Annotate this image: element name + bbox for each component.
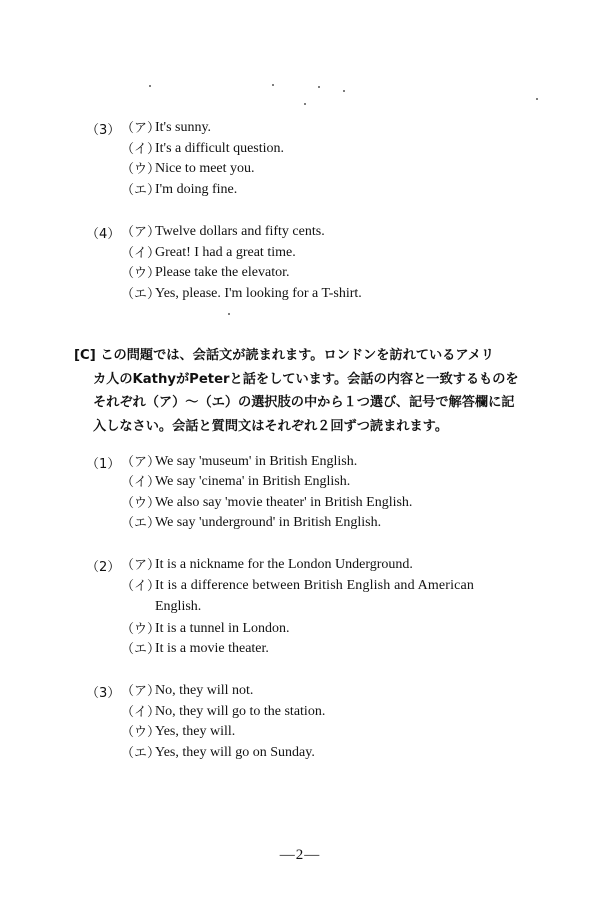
option-text: No, they will not. (155, 683, 254, 698)
option-key: （エ） (121, 642, 161, 657)
option-text: Yes, please. I'm looking for a T-shirt. (155, 286, 362, 301)
option-text: Great! I had a great time. (155, 245, 296, 260)
option-text: Yes, they will. (155, 724, 236, 739)
option-text: It is a movie theater. (155, 641, 269, 656)
option-key: （エ） (121, 287, 161, 302)
option-text: No, they will go to the station. (155, 704, 326, 719)
option-text: It's sunny. (155, 120, 212, 135)
option-text: It's a difficult question. (155, 141, 285, 156)
option-text: Twelve dollars and fifty cents. (155, 224, 325, 239)
option-text: It is a tunnel in London. (155, 621, 290, 636)
scan-speck (304, 103, 306, 105)
section-c-instructions (74, 344, 544, 438)
question-number: （3） (86, 123, 121, 138)
scan-speck (318, 86, 320, 88)
option-text: Nice to meet you. (155, 161, 255, 176)
option-text-continuation: English. (155, 599, 202, 614)
option-key: （ア） (121, 225, 161, 240)
option-key: （ア） (121, 455, 161, 470)
page-number: —2— (279, 847, 321, 863)
option-text: We say 'museum' in British English. (155, 454, 358, 469)
option-key: （イ） (121, 246, 161, 261)
option-key: （エ） (121, 183, 161, 198)
option-key: （イ） (121, 579, 161, 594)
scan-speck (536, 98, 538, 100)
option-key: （エ） (121, 746, 161, 761)
scan-speck (272, 84, 274, 86)
instruction-line: [C] この問題では、会話文が読まれます。ロンドンを訪れているアメリ (74, 348, 495, 363)
option-text: It is a difference between British English and American (155, 578, 475, 593)
scan-speck (149, 85, 151, 87)
option-text: Yes, they will go on Sunday. (155, 745, 315, 760)
option-key: （ア） (121, 684, 161, 699)
option-text: Please take the elevator. (155, 265, 290, 280)
instruction-line: カ人のKathyがPeterと話をしています。会話の内容と一致するものを (93, 371, 519, 387)
question-number: （2） (86, 560, 121, 575)
option-key: （エ） (121, 516, 161, 531)
option-key: （イ） (121, 705, 161, 720)
option-text: I'm doing fine. (155, 182, 238, 197)
question-number: （1） (86, 457, 121, 472)
option-key: （ウ） (121, 496, 161, 511)
option-key: （ア） (121, 121, 161, 136)
question-number: （3） (86, 686, 121, 701)
scan-speck (228, 313, 230, 315)
option-key: （ウ） (121, 622, 161, 637)
option-text: We say 'cinema' in British English. (155, 474, 351, 489)
option-key: （ウ） (121, 725, 161, 740)
option-text: We say 'underground' in British English. (155, 515, 382, 530)
option-key: （イ） (121, 142, 161, 157)
scan-speck (343, 90, 345, 92)
option-text: It is a nickname for the London Underground. (155, 557, 413, 572)
option-key: （ウ） (121, 162, 161, 177)
option-text: We also say 'movie theater' in British English. (155, 495, 413, 510)
instruction-line: 入しなさい。会話と質問文はそれぞれ２回ずつ読まれます。 (93, 418, 449, 434)
option-key: （ア） (121, 558, 161, 573)
option-key: （イ） (121, 475, 161, 490)
option-key: （ウ） (121, 266, 161, 281)
instruction-line: それぞれ（ア）～（エ）の選択肢の中から１つ選び、記号で解答欄に記 (93, 395, 515, 410)
question-number: （4） (86, 227, 121, 242)
